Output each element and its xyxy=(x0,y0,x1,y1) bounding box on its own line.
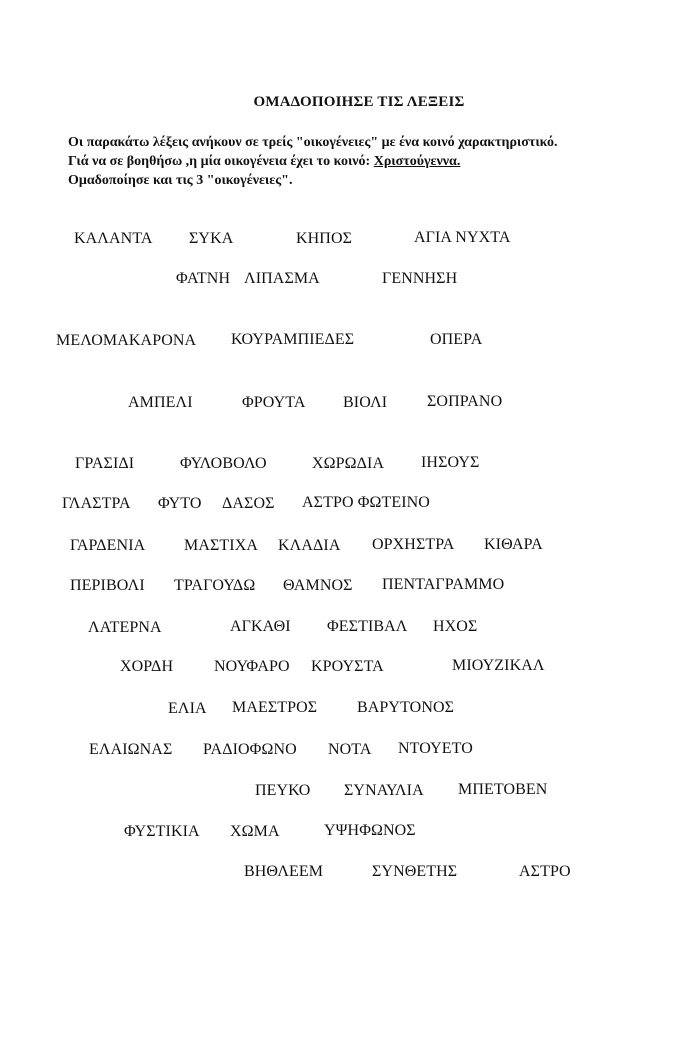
word-item: ΝΤΟΥΕΤΟ xyxy=(398,740,473,757)
word-item: ΑΣΤΡΟ ΦΩΤΕΙΝΟ xyxy=(302,494,430,511)
instruction-line-1: Οι παρακάτω λέξεις ανήκουν σε τρείς "οικογένειες" με ένα κοινό χαρακτηριστικό. xyxy=(68,135,558,150)
word-item: ΧΩΡΩΔΙΑ xyxy=(312,455,385,472)
word-item: ΦΥΤΟ xyxy=(158,495,202,512)
word-item: ΒΗΘΛΕΕΜ xyxy=(244,863,324,880)
instruction-line-3: Ομαδοποίησε και τις 3 "οικογένειες". xyxy=(68,173,293,188)
word-item: ΜΙΟΥΖΙΚΑΛ xyxy=(452,657,545,674)
word-item: ΡΑΔΙΟΦΩΝΟ xyxy=(203,741,297,758)
word-item: ΣΥΝΘΕΤΗΣ xyxy=(372,863,458,880)
word-item: ΚΑΛΑΝΤΑ xyxy=(74,230,153,247)
word-item: ΟΠΕΡΑ xyxy=(430,331,483,348)
page-title: ΟΜΑΔΟΠΟΙΗΣΕ ΤΙΣ ΛΕΞΕΙΣ xyxy=(253,94,465,110)
instruction-line-2 xyxy=(68,152,688,171)
word-item: ΠΕΥΚΟ xyxy=(255,782,311,799)
word-item: ΧΩΜΑ xyxy=(230,823,280,840)
word-item: ΝΟΥΦΑΡΟ xyxy=(214,658,290,675)
word-item: ΛΑΤΕΡΝΑ xyxy=(88,619,162,636)
word-item: ΑΣΤΡΟ xyxy=(519,863,571,880)
word-item: ΒΙΟΛΙ xyxy=(343,394,388,411)
word-item: ΦΥΣΤΙΚΙΑ xyxy=(124,823,200,840)
word-item: ΚΟΥΡΑΜΠΙΕΔΕΣ xyxy=(231,331,355,348)
word-item: ΦΡΟΥΤΑ xyxy=(242,394,306,411)
word-item: ΠΕΡΙΒΟΛΙ xyxy=(70,577,145,594)
word-item: ΚΡΟΥΣΤΑ xyxy=(311,658,384,675)
word-item: ΚΙΘΑΡΑ xyxy=(484,536,543,553)
word-item: ΛΙΠΑΣΜΑ xyxy=(244,270,320,287)
word-item: ΘΑΜΝΟΣ xyxy=(283,577,353,594)
word-item: ΝΟΤΑ xyxy=(328,741,372,758)
word-item: ΦΕΣΤΙΒΑΛ xyxy=(327,618,408,635)
word-item: ΦΥΛΟΒΟΛΟ xyxy=(180,455,267,472)
word-item: ΣΟΠΡΑΝΟ xyxy=(427,393,503,410)
word-item: ΗΧΟΣ xyxy=(433,618,478,635)
word-item: ΓΑΡΔΕΝΙΑ xyxy=(70,537,146,554)
word-item: ΣΥΝΑΥΛΙΑ xyxy=(344,782,424,799)
word-item: ΕΛΙΑ xyxy=(168,700,207,717)
word-item: ΔΑΣΟΣ xyxy=(222,495,275,512)
word-item: ΦΑΤΝΗ xyxy=(176,270,231,287)
word-item: ΑΓΚΑΘΙ xyxy=(230,618,291,635)
word-item: ΣΥΚΑ xyxy=(189,230,234,247)
word-item: ΠΕΝΤΑΓΡΑΜΜΟ xyxy=(382,576,505,593)
word-item: ΒΑΡΥΤΟΝΟΣ xyxy=(357,699,455,716)
word-item: ΓΕΝΝΗΣΗ xyxy=(382,270,458,287)
word-item: ΚΛΑΔΙΑ xyxy=(278,537,341,554)
word-item: ΜΑΕΣΤΡΟΣ xyxy=(232,699,318,716)
word-item: ΓΡΑΣΙΔΙ xyxy=(75,455,135,472)
word-item: ΤΡΑΓΟΥΔΩ xyxy=(174,577,256,594)
word-item: ΚΗΠΟΣ xyxy=(296,230,353,247)
word-item: ΥΨΗΦΩΝΟΣ xyxy=(324,822,416,839)
word-item: ΓΛΑΣΤΡΑ xyxy=(62,495,131,512)
word-item: ΜΕΛΟΜΑΚΑΡΟΝΑ xyxy=(56,332,197,349)
word-item: ΑΓΙΑ ΝΥΧΤΑ xyxy=(414,229,511,246)
instructions-block xyxy=(68,133,688,190)
word-item: ΜΑΣΤΙΧΑ xyxy=(184,537,259,554)
word-item: ΧΟΡΔΗ xyxy=(120,658,174,675)
word-item: ΟΡΧΗΣΤΡΑ xyxy=(372,536,455,553)
word-item: ΕΛΑΙΩΝΑΣ xyxy=(89,741,173,758)
word-item: ΜΠΕΤΟΒΕΝ xyxy=(458,781,548,798)
word-item: ΑΜΠΕΛΙ xyxy=(128,394,193,411)
instruction-line-2-prefix: Γιά να σε βοηθήσω ,η μία οικογένεια έχει το κοινό: xyxy=(68,154,374,169)
word-item: ΙΗΣΟΥΣ xyxy=(421,454,480,471)
instruction-keyword: Χριστούγεννα. xyxy=(373,154,461,169)
